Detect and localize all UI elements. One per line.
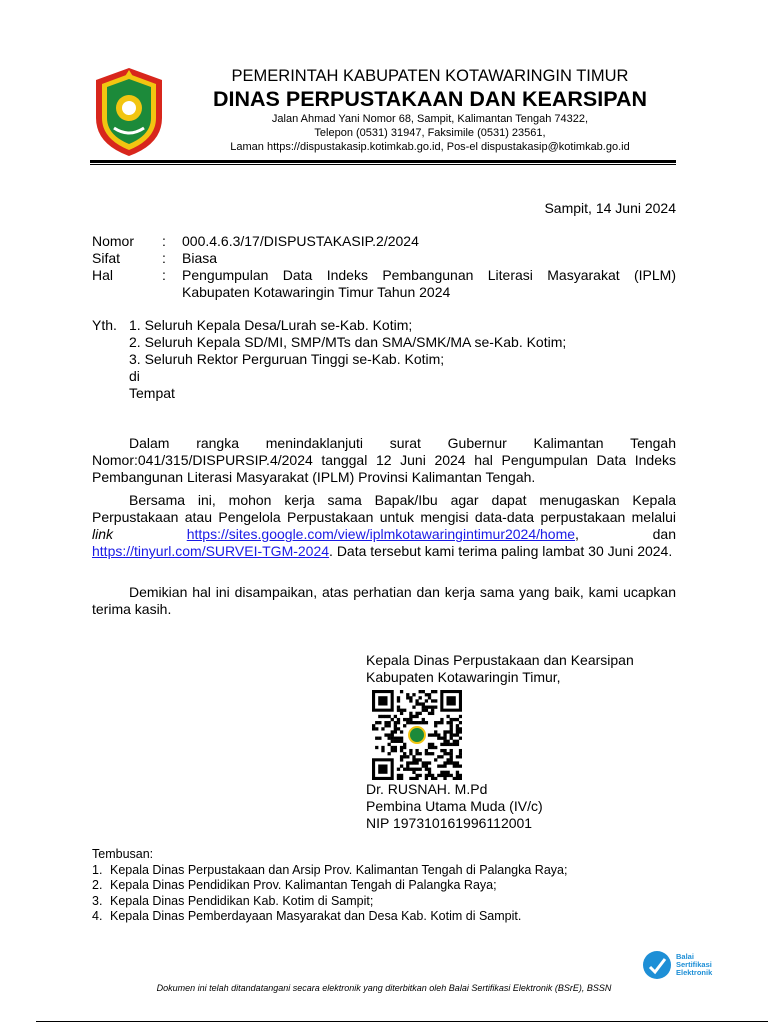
letterhead-divider-thin [90, 164, 676, 165]
signatory-nip: NIP 197310161996112001 [366, 815, 533, 831]
tembusan-number: 2. [92, 878, 103, 892]
signatory-region: Kabupaten Kotawaringin Timur, [366, 669, 561, 685]
tembusan-item [92, 863, 567, 879]
web-email-line: Laman https://dispustakasip.kotimkab.go.id, Pos-el dispustakasip@kotimkab.go.id [230, 141, 630, 153]
bsre-text [676, 953, 712, 977]
survey-link-tinyurl[interactable]: https://tinyurl.com/SURVEI-TGM-2024 [92, 543, 330, 559]
bsre-emblem-icon [642, 950, 672, 980]
footer-divider [36, 1021, 768, 1022]
address-line: Jalan Ahmad Yani Nomor 68, Sampit, Kalimantan Tengah 74322, [271, 113, 589, 125]
survey-link-google-sites[interactable]: https://sites.google.com/view/iplmkotawaringintimur2024/home [186, 526, 576, 542]
meta-hal [92, 267, 682, 301]
letterhead [170, 66, 690, 154]
link-word: link [92, 526, 114, 542]
hal-value: Pengumpulan Data Indeks Pembangunan Literasi Masyarakat (IPLM) Kabupaten Kotawaringin Timur Tahun 2024 [182, 267, 676, 300]
meta-sifat [92, 250, 682, 267]
meta-nomor [92, 233, 682, 250]
and-text: , dan [575, 526, 676, 542]
colon: : [162, 233, 166, 249]
tembusan-text: Kepala Dinas Pendidikan Kab. Kotim di Sampit; [110, 893, 374, 908]
tembusan-item [92, 909, 567, 925]
signature-qr-code [372, 690, 462, 780]
recipient-item: 1. Seluruh Kepala Desa/Lurah se-Kab. Kotim; [129, 317, 413, 333]
signatory-details [366, 781, 543, 832]
tembusan-number: 3. [92, 893, 103, 908]
tembusan-label: Tembusan: [92, 847, 154, 861]
signatory-rank: Pembina Utama Muda (IV/c) [366, 798, 543, 814]
kotawaringin-timur-coat-of-arms-logo [90, 66, 168, 158]
letter-date: Sampit, 14 Juni 2024 [544, 200, 676, 216]
colon: : [162, 250, 166, 266]
body-paragraph-3: Demikian hal ini disampaikan, atas perhatian dan kerja sama yang baik, kami ucapkan terima kasih. [92, 584, 676, 617]
bsre-logo [642, 950, 712, 980]
di-label: di [129, 368, 140, 384]
signature-block-title [366, 652, 634, 686]
sifat-value: Biasa [182, 250, 218, 266]
recipient-list [129, 317, 566, 402]
bsre-line: Sertifikasi [676, 960, 712, 969]
letterhead-divider-thick [90, 160, 676, 163]
signatory-title: Kepala Dinas Perpustakaan dan Kearsipan [366, 652, 634, 668]
nomor-label: Nomor [92, 233, 135, 249]
tembusan-number: 1. [92, 862, 103, 877]
tembusan-block [92, 847, 567, 925]
sifat-label: Sifat [92, 250, 121, 266]
tembusan-text: Kepala Dinas Perpustakaan dan Arsip Prov. Kalimantan Tengah di Palangka Raya; [110, 862, 568, 877]
body-paragraph-2 [92, 492, 676, 560]
tembusan-item [92, 894, 567, 910]
tempat-label: Tempat [129, 385, 175, 401]
recipient-item: 3. Seluruh Rektor Perguruan Tinggi se-Kab. Kotim; [129, 351, 445, 367]
body-paragraph-1: Dalam rangka menindaklanjuti surat Gubernur Kalimantan Tengah Nomor:041/315/DISPURSIP.4/2024 tanggal 12 Juni 2024 hal Pengumpulan Data Indeks Pembangunan Literasi Masyarakat (IPLM) Provinsi Kalimantan Tengah. [92, 435, 676, 485]
tembusan-text: Kepala Dinas Pendidikan Prov. Kalimantan Tengah di Palangka Raya; [110, 878, 497, 892]
phone-line: Telepon (0531) 31947, Faksimile (0531) 23561, [314, 127, 546, 139]
hal-label: Hal [92, 267, 114, 283]
yth-label: Yth. [92, 317, 117, 333]
tembusan-text: Kepala Dinas Pemberdayaan Masyarakat dan Desa Kab. Kotim di Sampit. [110, 909, 522, 923]
bsre-line: Elektronik [676, 968, 713, 977]
bsre-line: Balai [676, 952, 694, 961]
signatory-name: Dr. RUSNAH. M.Pd [366, 781, 488, 797]
nomor-value: 000.4.6.3/17/DISPUSTAKASIP.2/2024 [182, 233, 419, 249]
tembusan-number: 4. [92, 909, 103, 923]
colon: : [162, 267, 166, 283]
body-paragraph-2-text: Bersama ini, mohon kerja sama Bapak/Ibu agar dapat menugaskan Kepala Perpustakaan atau Pengelola Perpustakaan untuk mengisi data-data perpustakaan melalui [92, 492, 676, 525]
department-name: DINAS PERPUSTAKAAN DAN KEARSIPAN [212, 87, 647, 111]
recipient-item: 2. Seluruh Kepala SD/MI, SMP/MTs dan SMA/SMK/MA se-Kab. Kotim; [129, 334, 567, 350]
tembusan-item [92, 878, 567, 894]
electronic-signature-footer: Dokumen ini telah ditandatangani secara elektronik yang diterbitkan oleh Balai Sertifikasi Elektronik (BSrE), BSSN [156, 983, 612, 993]
government-name: PEMERINTAH KABUPATEN KOTAWARINGIN TIMUR [231, 67, 629, 85]
deadline-text: . Data tersebut kami terima paling lambat 30 Juni 2024. [329, 543, 673, 559]
